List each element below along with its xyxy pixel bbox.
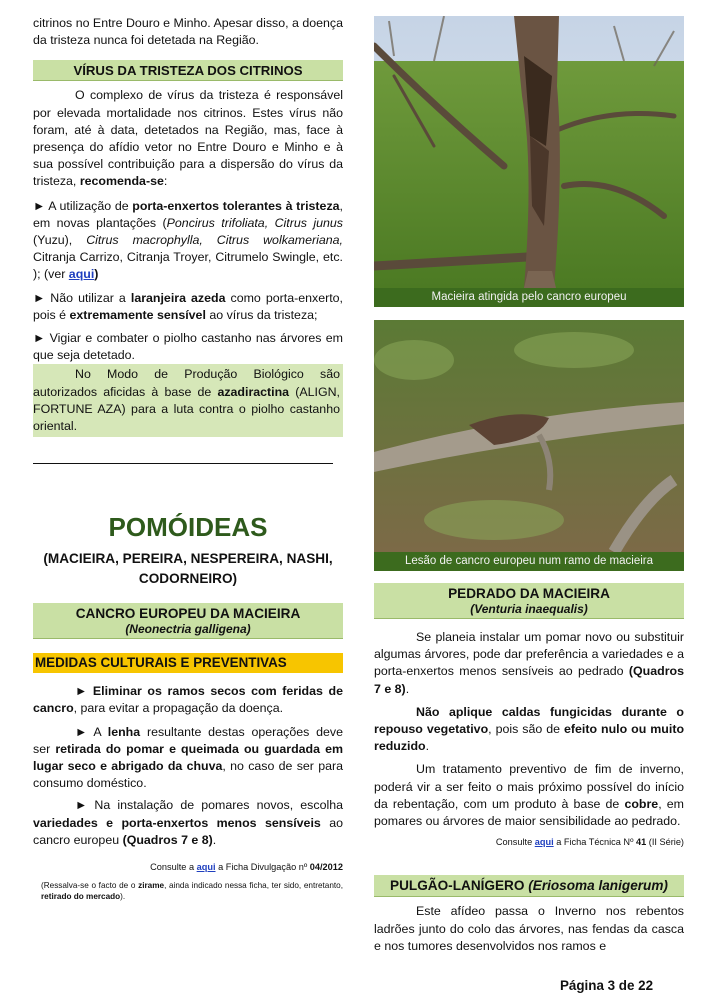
pedrado-heading: PEDRADO DA MACIEIRA (Venturia inaequalis) [374, 583, 684, 619]
biologico-box: No Modo de Produção Biológico são autorizados aficidas à base de azadiractina (ALIGN, FORTUNE AZA) para a luta contra o piolho castanho oriental. [33, 364, 343, 437]
virus-heading: VÍRUS DA TRISTEZA DOS CITRINOS [33, 60, 343, 81]
medida-pomares: ► Na instalação de pomares novos, escolha variedades e porta-enxertos menos sensíveis ao cancro europeu (Quadros 7 e 8). [33, 798, 343, 847]
caption-lesao: Lesão de cancro europeu num ramo de macieira [374, 552, 684, 571]
intro-text: citrinos no Entre Douro e Minho. Apesar disso, a doença da tristeza nunca foi detetada na Região. [33, 16, 343, 48]
right-column-text [374, 583, 684, 955]
aqui-link[interactable]: aqui [68, 267, 95, 282]
pedrado-paragraph-2: Não aplique caldas fungicidas durante o repouso vegetativo, pois são de efeito nulo ou muito reduzido. [374, 704, 685, 754]
pomoideas-title: POMÓIDEAS [108, 512, 268, 543]
pulgao-paragraph: Este afídeo passa o Inverno nos rebentos ladrões junto do colo das árvores, nas fendas da casca e nos tumores desenvolvidos nos ramos e [374, 904, 684, 953]
pomoideas-subtitle: (MACIEIRA, PEREIRA, NESPEREIRA, NASHI, CODORNEIRO) [43, 551, 333, 587]
photo-ramo-lesao [374, 320, 684, 552]
pedrado-paragraph-3: Um tratamento preventivo de fim de inverno, poderá vir a ser feito o mais próximo possível do início da rebentação, com um produto à base de cobre, em pomares ou árvores de maior sensibilidade ao pedrado. [374, 762, 684, 829]
photo-macieira-tronco [374, 16, 684, 288]
section-divider [33, 463, 333, 464]
left-column [33, 0, 343, 902]
aqui-link-ficha-tecnica[interactable]: aqui [534, 837, 554, 848]
pulgao-heading: PULGÃO-LANÍGERO (Eriosoma lanigerum) [374, 875, 684, 897]
medidas-heading: MEDIDAS CULTURAIS E PREVENTIVAS [33, 653, 343, 673]
consulte-ficha-divulgacao: Consulte a aqui a Ficha Divulgação nº 04/2012 [150, 862, 343, 873]
bullet-porta-enxertos: ► A utilização de porta-enxertos tolerantes à tristeza, em novas plantações (Poncirus trifoliata, Citrus junus (Yuzu), Citrus macrophylla, Citrus wolkameriana, Citranja Carrizo, Citranja Troyer, Citrumelo Swingle, etc. ); (ver aqui) [33, 198, 343, 282]
page-number: Página 3 de 22 [560, 978, 654, 993]
consulte-ficha-tecnica: Consulte aqui a Ficha Técnica Nº 41 (II Série) [495, 837, 684, 848]
ressalva-note: (Ressalva-se o facto de o zirame, ainda indicado nessa ficha, ter sido, entretanto, retirado do mercado). [41, 881, 343, 902]
caption-macieira: Macieira atingida pelo cancro europeu [374, 288, 684, 307]
bullet-vigiar: ► Vigiar e combater o piolho castanho nas árvores em que seja detetado. [33, 331, 343, 363]
pedrado-paragraph-1: Se planeia instalar um pomar novo ou substituir algumas árvores, pode dar preferência a variedades e a porta-enxertos menos sensíveis ao pedrado (Quadros 7 e 8). [374, 630, 684, 696]
aqui-link-ficha-divulgacao[interactable]: aqui [196, 862, 216, 873]
virus-paragraph: O complexo de vírus da tristeza é responsável por elevada mortalidade nos citrinos. Estes vírus não foram, até à data, detetados na Região, mas, face à presença do afídio vetor no Entre Douro e Minho e à sua possível contribuição para a dispersão do vírus da tristeza, recomenda-se: [33, 88, 343, 189]
bullet-laranjeira: ► Não utilizar a laranjeira azeda como porta-enxerto, pois é extremamente sensível ao vírus da tristeza; [33, 290, 343, 322]
medida-lenha: ► A lenha resultante destas operações deve ser retirada do pomar e queimada ou guardada em lugar seco e abrigado da chuva, no caso de ser para consumo doméstico. [33, 724, 344, 791]
tree-trunk-image [374, 16, 684, 288]
cancro-heading: CANCRO EUROPEU DA MACIEIRA (Neonectria galligena) [33, 603, 343, 639]
branch-lesion-image [374, 320, 684, 552]
medida-eliminar: ► Eliminar os ramos secos com feridas de cancro, para evitar a propagação da doença. [33, 684, 343, 716]
